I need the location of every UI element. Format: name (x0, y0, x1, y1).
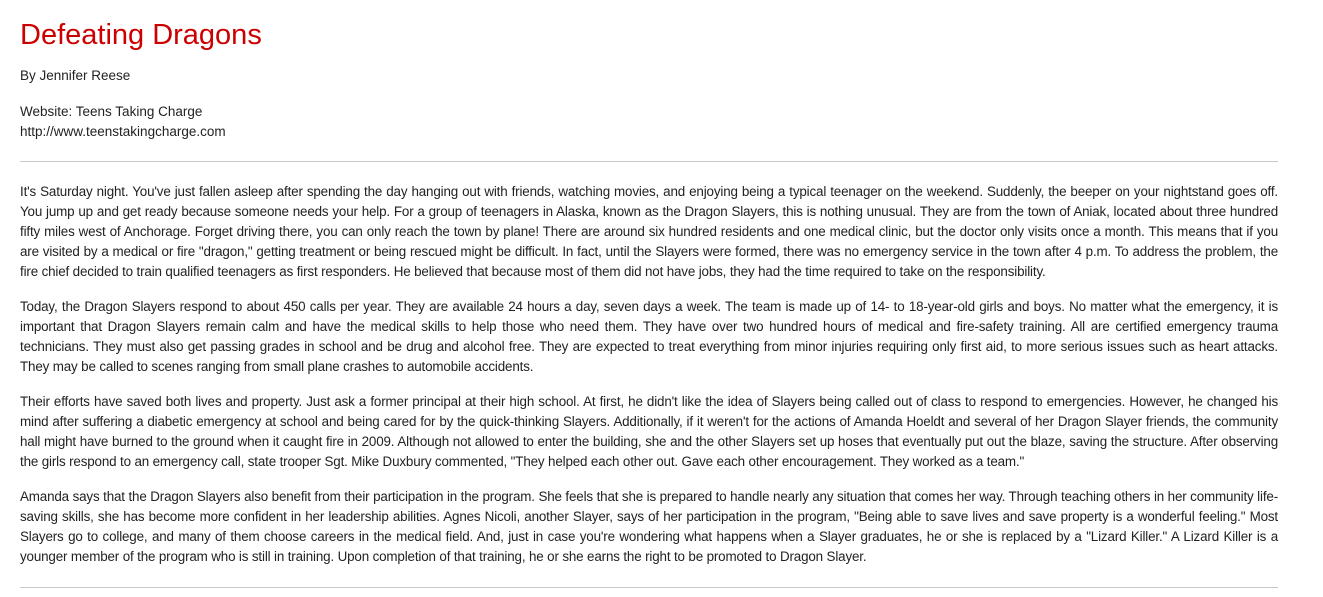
top-divider (20, 161, 1278, 162)
paragraph-1: It's Saturday night. You've just fallen asleep after spending the day hanging out with friends, watching movies, and enjoying being a typical teenager on the weekend. Suddenly, the beeper on your nightstand goes off. You jump up and get ready because someone needs your help. For a group of teenagers in Alaska, known as the Dragon Slayers, this is nothing unusual. They are from the town of Aniak, located about three hundred fifty miles west of Anchorage. Forget driving there, you can only reach the town by plane! There are around six hundred residents and one medical clinic, but the doctor only visits once a month. This means that if you are visited by a medical or fire "dragon," getting treatment or being rescued might be difficult. In fact, until the Slayers were formed, there was no emergency service in the town after 4 p.m. To address the problem, the fire chief decided to train qualified teenagers as first responders. He believed that because most of them did not have jobs, they had the time required to take on the responsibility. (20, 184, 1278, 279)
byline: By Jennifer Reese (20, 68, 131, 83)
bottom-divider (20, 587, 1278, 588)
article-body (20, 182, 1278, 582)
website-info (20, 102, 226, 142)
paragraph-2: Today, the Dragon Slayers respond to about 450 calls per year. They are available 24 hours a day, seven days a week. The team is made up of 14- to 18-year-old girls and boys. No matter what the emergency, it is important that Dragon Slayers remain calm and have the medical skills to help those who need them. They have over two hundred hours of medical and fire-safety training. All are certified emergency trauma technicians. They must also get passing grades in school and be drug and alcohol free. They are expected to treat everything from minor injuries requiring only first aid, to more serious issues such as heart attacks. They may be called to scenes ranging from small plane crashes to automobile accidents. (20, 299, 1278, 374)
paragraph-4: Amanda says that the Dragon Slayers also benefit from their participation in the program. She feels that she is prepared to handle nearly any situation that comes her way. Through teaching others in her community life-saving skills, she has become more confident in her leadership abilities. Agnes Nicoli, another Slayer, says of her participation in the program, "Being able to save lives and save property is a wonderful feeling." Most Slayers go to college, and many of them choose careers in the medical field. And, just in case you're wondering what happens when a Slayer graduates, he or she is replaced by a "Lizard Killer." A Lizard Killer is a younger member of the program who is still in training. Upon completion of that training, he or she earns the right to be promoted to Dragon Slayer. (20, 489, 1278, 564)
website-url: http://www.teenstakingcharge.com (20, 124, 226, 139)
article-title: Defeating Dragons (20, 19, 262, 51)
website-label: Website: Teens Taking Charge (20, 104, 203, 119)
paragraph-3: Their efforts have saved both lives and property. Just ask a former principal at their high school. At first, he didn't like the idea of Slayers being called out of class to respond to emergencies. However, he changed his mind after suffering a diabetic emergency at school and being cared for by the quick-thinking Slayers. Additionally, if it weren't for the actions of Amanda Hoeldt and several of her Dragon Slayer friends, the community hall might have burned to the ground when it caught fire in 2009. Although not allowed to enter the building, she and the other Slayers set up hoses that eventually put out the blaze, saving the structure. After observing the girls respond to an emergency call, state trooper Sgt. Mike Duxbury commented, "They helped each other out. Gave each other encouragement. They worked as a team." (20, 394, 1278, 469)
